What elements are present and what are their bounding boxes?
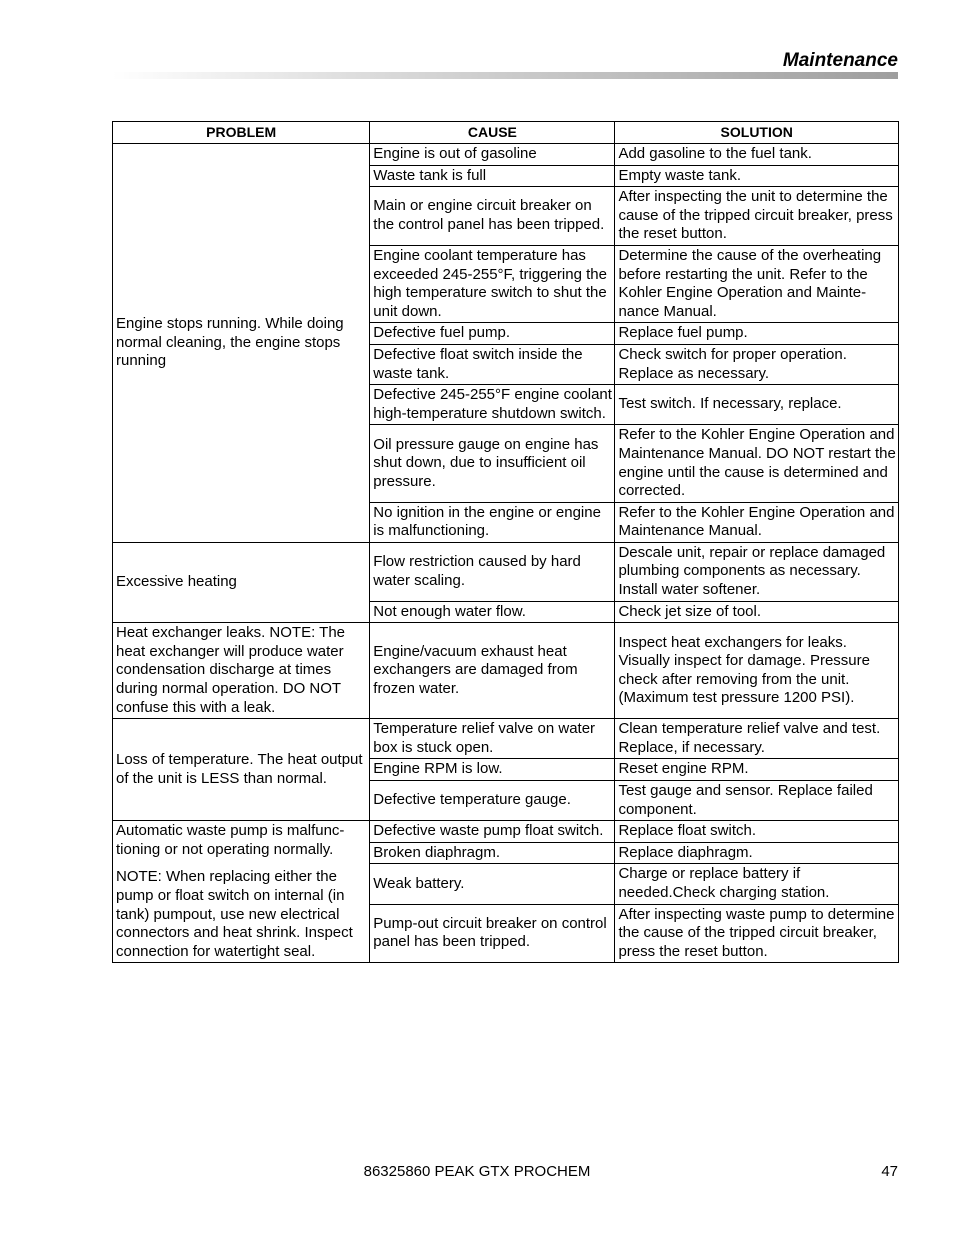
cause-cell: Weak battery. (370, 864, 615, 904)
solution-cell: After inspecting the unit to determine the cause of the tripped circuit breaker, press the reset button. (615, 187, 899, 246)
solution-cell: Refer to the Kohler Engine Operation and Maintenance Manual. DO NOT restart the engine until the cause is determined and corrected. (615, 425, 899, 502)
cause-cell: Defective float switch inside the waste tank. (370, 344, 615, 384)
cause-cell: Not enough water flow. (370, 601, 615, 623)
solution-cell: Add gasoline to the fuel tank. (615, 144, 899, 166)
cause-cell: Main or engine circuit breaker on the control panel has been tripped. (370, 187, 615, 246)
table-row (113, 623, 899, 719)
page-number: 47 (881, 1163, 898, 1180)
troubleshooting-table (112, 121, 899, 963)
solution-cell: Test switch. If necessary, replace. (615, 385, 899, 425)
footer-document-title: 86325860 PEAK GTX PROCHEM (363, 1163, 591, 1180)
cause-cell: Pump-out circuit breaker on control panel has been tripped. (370, 904, 615, 963)
cause-cell: Engine is out of gasoline (370, 144, 615, 166)
section-title: Maintenance (782, 50, 898, 71)
solution-cell: Test gauge and sensor. Replace failed component. (615, 781, 899, 821)
problem-cell (113, 821, 370, 963)
table-row (113, 719, 899, 759)
cause-cell: Temperature relief valve on water box is stuck open. (370, 719, 615, 759)
cause-cell: Waste tank is full (370, 165, 615, 187)
problem-cell (113, 719, 370, 821)
problem-text: Automatic waste pump is malfunc-tioning or not operating normally. (116, 822, 345, 858)
cause-cell: Oil pressure gauge on engine has shut down, due to insufficient oil pressure. (370, 425, 615, 502)
cause-cell: Engine coolant temperature has exceeded 245-255°F, triggering the high temperature switch to shut the unit down. (370, 245, 615, 322)
problem-text: Loss of temperature. The heat output of the unit is LESS than normal. (116, 751, 363, 787)
cause-cell: Defective temperature gauge. (370, 781, 615, 821)
cause-cell: No ignition in the engine or engine is malfunctioning. (370, 502, 615, 542)
cause-cell: Engine RPM is low. (370, 759, 615, 781)
cause-cell: Broken diaphragm. (370, 842, 615, 864)
table-row (113, 144, 899, 166)
cause-cell: Engine/vacuum exhaust heat exchangers are damaged from frozen water. (370, 623, 615, 719)
problem-cell (113, 542, 370, 622)
cause-cell: Defective fuel pump. (370, 323, 615, 345)
solution-cell: Inspect heat exchangers for leaks. Visually inspect for damage. Pressure check after removing from the unit. (Maximum test pressure 1200 PSI). (615, 623, 899, 719)
problem-text: Excessive heating (116, 573, 237, 591)
problem-note: NOTE: When replacing either the pump or float switch on internal (in tank) pumpout, use new electrical connectors and heat shrink. Inspect connection for watertight seal. (116, 868, 353, 960)
column-header-cause: CAUSE (370, 122, 615, 144)
problem-text: Heat exchanger leaks. NOTE: The heat exchanger will produce water condensation discharge at times during normal operation. DO NOT confuse this with a leak. (116, 624, 345, 716)
solution-cell: Charge or replace battery if needed.Check charging station. (615, 864, 899, 904)
table-header-row (113, 122, 899, 144)
solution-cell: Check switch for proper operation. Replace as necessary. (615, 344, 899, 384)
solution-cell: Replace fuel pump. (615, 323, 899, 345)
solution-cell: Replace diaphragm. (615, 842, 899, 864)
cause-cell: Defective waste pump float switch. (370, 821, 615, 843)
table-row (113, 821, 899, 843)
problem-text: Engine stops running. While doing normal cleaning, the engine stops running (116, 315, 344, 370)
solution-cell: Check jet size of tool. (615, 601, 899, 623)
cause-cell: Flow restriction caused by hard water scaling. (370, 542, 615, 601)
problem-cell (113, 144, 370, 543)
solution-cell: Determine the cause of the overheating before restarting the unit. Refer to the Kohler Engine Operation and Mainte-nance Manual. (615, 245, 899, 322)
solution-cell: Refer to the Kohler Engine Operation and Maintenance Manual. (615, 502, 899, 542)
problem-cell (113, 623, 370, 719)
solution-cell: Descale unit, repair or replace damaged plumbing components as necessary. Install water softener. (615, 542, 899, 601)
cause-cell: Defective 245-255°F engine coolant high-temperature shutdown switch. (370, 385, 615, 425)
solution-cell: Empty waste tank. (615, 165, 899, 187)
table-row (113, 542, 899, 601)
solution-cell: Reset engine RPM. (615, 759, 899, 781)
column-header-solution: SOLUTION (615, 122, 899, 144)
solution-cell: Clean temperature relief valve and test. Replace, if necessary. (615, 719, 899, 759)
header-divider (112, 72, 898, 79)
solution-cell: Replace float switch. (615, 821, 899, 843)
solution-cell: After inspecting waste pump to determine the cause of the tripped circuit breaker, press the reset button. (615, 904, 899, 963)
column-header-problem: PROBLEM (113, 122, 370, 144)
